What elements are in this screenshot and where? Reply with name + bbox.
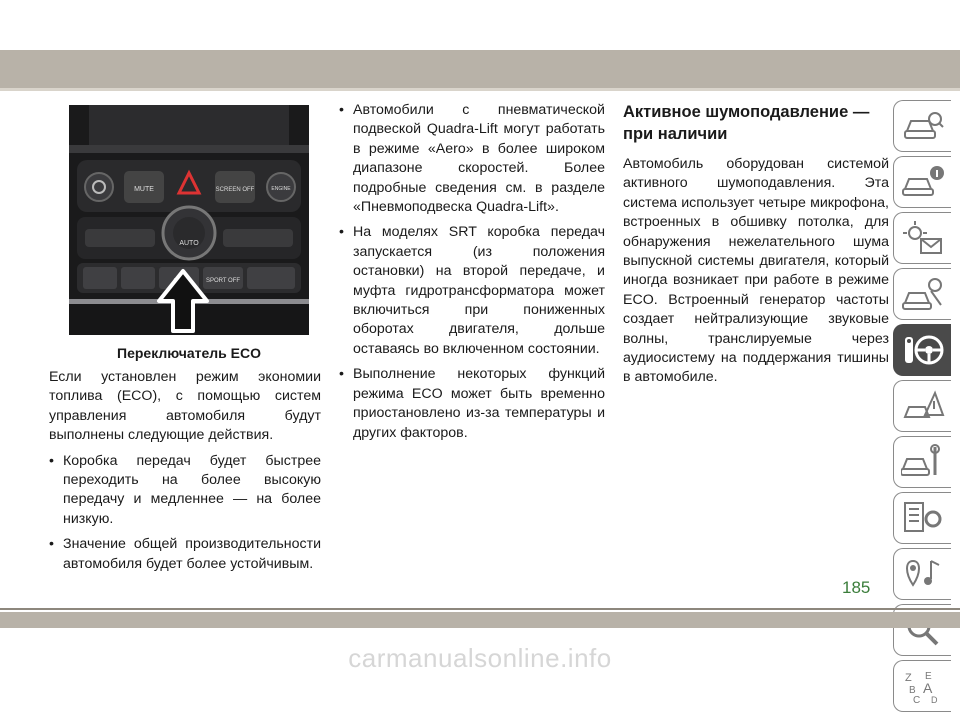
bullet-item: • Значение общей производительности автомобиля будет более устойчивым. [49,535,321,574]
column-3 [623,101,889,394]
eco-intro-paragraph: Если установлен режим экономии топлива (ECO), с помощью систем управления автомобиля будут выполнены следующие действия. [49,369,321,444]
tab-service[interactable] [893,436,951,488]
bullet-item: • Выполнение некоторых функций режима ECO может быть временно приостановлено из-за температуры и других факторов. [339,365,605,443]
page-number: 185 [842,578,871,597]
sport-off-button-label: SPORT OFF [205,278,241,284]
auto-button-label: AUTO [179,240,199,247]
tab-safety[interactable] [893,268,951,320]
column-2 [339,101,605,449]
watermark: carmanualsonline.info [348,643,612,673]
tab-multimedia[interactable] [893,548,951,600]
tab-warning-lights[interactable] [893,212,951,264]
tab-starting-operating[interactable] [893,324,951,376]
car-safety-icon [901,275,945,313]
tab-car-search[interactable] [893,100,951,152]
header-divider [0,88,960,91]
section-heading: Активное шумоподавление — при наличии [623,103,870,143]
bullet-item: • На моделях SRT коробка передач запускается (из положения остановки) на второй передаче, и муфта гидротрансформатора может включиться при пониженных оборотах двигателя, дольше оставаясь во включенном состоянии. [339,223,605,359]
car-search-icon [901,107,945,145]
specs-gear-icon [901,499,945,537]
key-steering-wheel-icon [901,331,945,369]
svg-text:D: D [930,695,937,705]
svg-text:E: E [924,671,932,682]
svg-text:B: B [908,685,916,696]
tab-emergency[interactable] [893,380,951,432]
warning-light-mail-icon [901,219,945,257]
screen-off-button-label: SCREEN OFF [215,187,255,193]
photo-caption: Переключатель ECO [117,345,261,361]
svg-text:A: A [922,680,932,696]
footer-divider [0,608,960,610]
car-info-icon [901,163,945,201]
column-1 [49,368,321,580]
tab-car-info[interactable] [893,156,951,208]
header-band [0,50,960,88]
tab-specifications[interactable] [893,492,951,544]
eco-switch-photo [69,105,309,335]
car-wrench-icon [901,443,945,481]
mute-button-label: MUTE [134,186,154,193]
bullet-item: • Автомобили с пневматической подвеской Quadra-Lift могут работать в режиме «Aero» в более широком диапазоне скоростей. Более подробные сведения см. в разделе «Пневмоподвеска Quadra-Lift». [339,101,605,217]
bullet-item: • Коробка передач будет быстрее переходить на более высокую передачу и медленнее — на более низкую. [49,452,321,530]
music-navigation-icon [901,555,945,593]
active-noise-paragraph: Автомобиль оборудован системой активного шумоподавления. Эта система использует четыре микрофона, встроенных в обшивку потолка, для обнаружения нежелательного шума выпускной системы двигателя, который иногда возникает при работе в режиме ECO. Встроенный генератор частоты создает нейтрализующие звуковые волны, транслируемые через аудиосистему на поддержания тишины в автомобиле. [623,156,889,386]
footer-band [0,612,960,628]
engine-button-label: ENGINE [271,186,291,192]
svg-text:C: C [912,695,920,705]
warning-triangle-car-icon [901,387,945,425]
svg-text:Z: Z [904,672,912,684]
